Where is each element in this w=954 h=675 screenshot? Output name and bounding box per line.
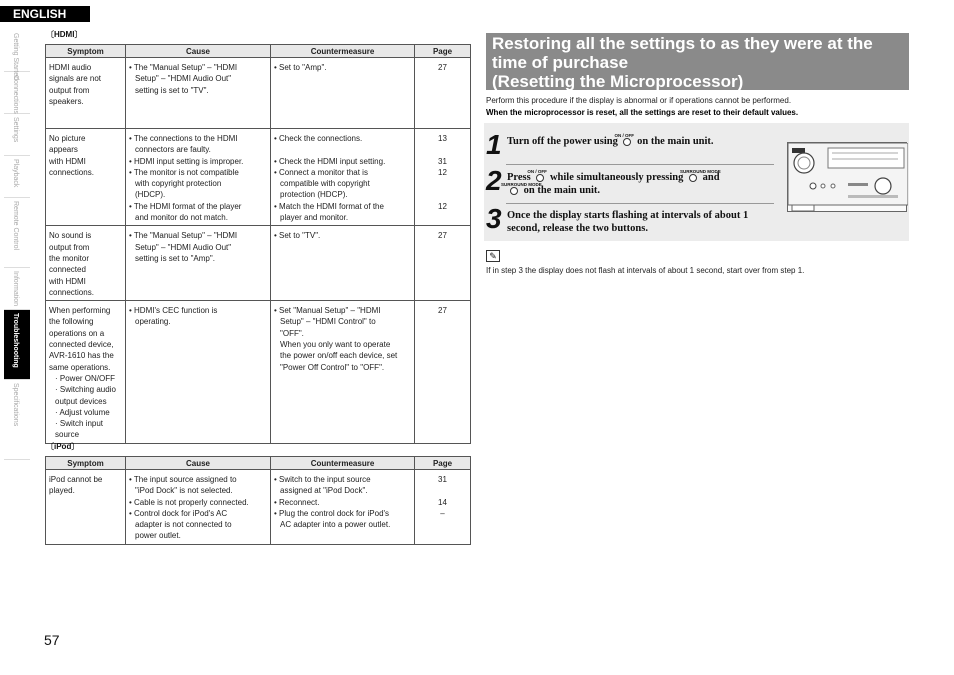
hdmi-trouble-table (45, 44, 471, 444)
side-nav-label: Information (12, 271, 19, 307)
cause-line: • Control dock for iPod's AC (129, 508, 228, 518)
table-row (46, 58, 471, 129)
symptom-line: operations on a (49, 328, 105, 338)
countermeasure-line: • Connect a monitor that is (274, 167, 368, 177)
symptom-line: · Power ON/OFF (55, 373, 116, 383)
symptom-line: source (55, 430, 80, 440)
symptom-line: with HDMI (49, 276, 86, 286)
step-text-part: Turn off the power using (507, 136, 618, 147)
cause-cell (126, 129, 271, 226)
table-header-row (46, 457, 471, 470)
cause-line: (HDCP). (135, 190, 166, 200)
symptom-line: connected device, (49, 340, 114, 350)
icon-caption: SURROUND MODE (501, 181, 542, 187)
cause-line: setting is set to "TV". (135, 85, 209, 95)
cause-line: • The "Manual Setup" – "HDMI (129, 231, 238, 241)
column-header: Symptom (46, 457, 126, 470)
side-nav-playback[interactable] (4, 156, 30, 198)
symptom-line: connections. (49, 167, 94, 177)
page-cell (415, 58, 471, 129)
cause-line: with copyright protection (135, 179, 222, 189)
countermeasure-cell (271, 301, 415, 444)
page-cell (415, 129, 471, 226)
cause-line: • The "Manual Setup" – "HDMI (129, 63, 238, 72)
page-line: 12 (438, 167, 447, 177)
side-nav-information[interactable] (4, 268, 30, 310)
page-line: 14 (438, 497, 447, 507)
step-2 (484, 165, 776, 203)
page-line (418, 178, 467, 189)
countermeasure-line: AC adapter into a power outlet. (280, 520, 391, 530)
countermeasure-line: player and monitor. (280, 213, 349, 223)
table-row (46, 226, 471, 301)
symptom-line: output devices (55, 396, 107, 406)
symptom-line: · Switch input (55, 419, 104, 429)
countermeasure-cell (271, 58, 415, 129)
countermeasure-line: compatible with copyright (280, 179, 370, 189)
symptom-line: output from (49, 85, 90, 95)
icon-caption: ON / OFF (527, 168, 547, 174)
cause-line: operating. (135, 317, 171, 327)
countermeasure-line: • Match the HDMI format of the (274, 201, 384, 211)
step-number: 1 (486, 129, 502, 160)
symptom-line: played. (49, 486, 75, 496)
page-line: 31 (438, 156, 447, 166)
cause-line: • HDMI input setting is improper. (129, 156, 244, 166)
side-nav-connections[interactable] (4, 72, 30, 114)
side-nav-troubleshooting[interactable] (4, 310, 30, 380)
cause-line: connectors are faulty. (135, 145, 211, 155)
symptom-line: AVR-1610 has the (49, 351, 114, 361)
symptom-line: iPod cannot be (49, 475, 103, 484)
symptom-line: output from (49, 242, 90, 252)
title-line: time of purchase (492, 53, 629, 72)
page-line (418, 189, 467, 200)
symptom-cell (46, 226, 126, 301)
power-button-icon (614, 132, 634, 147)
side-nav-label: Getting Started (12, 33, 19, 81)
step-divider (506, 203, 774, 204)
receiver-illustration-svg (788, 143, 908, 213)
countermeasure-line: • Check the HDMI input setting. (274, 156, 386, 166)
symptom-line: HDMI audio (49, 63, 92, 72)
page-line: 13 (438, 134, 447, 143)
column-header: Symptom (46, 45, 126, 58)
step-1 (484, 129, 776, 163)
table-header-row (46, 45, 471, 58)
step-text-line: Once the display starts flashing at intervals of about 1 (507, 210, 749, 221)
countermeasure-line: • Switch to the input source (274, 475, 371, 484)
icon-caption: ON / OFF (614, 132, 634, 138)
intro-text: Perform this procedure if the display is abnormal or if operations cannot be performed. (486, 96, 792, 105)
symptom-cell (46, 301, 126, 444)
countermeasure-cell (271, 470, 415, 545)
symptom-line: signals are not (49, 74, 102, 84)
cause-line: Setup" – "HDMI Audio Out" (135, 74, 232, 84)
symptom-line: speakers. (49, 96, 84, 106)
symptom-line: with HDMI (49, 156, 86, 166)
symptom-line: · Adjust volume (55, 407, 110, 417)
page-line (418, 212, 467, 223)
step-3 (484, 203, 776, 237)
symptom-line: the following (49, 317, 94, 327)
cause-cell (126, 470, 271, 545)
step-text-part: and (702, 172, 720, 183)
table-row (46, 301, 471, 444)
page-line: 27 (438, 63, 447, 72)
step-text (507, 209, 748, 235)
symptom-line: When performing (49, 306, 111, 316)
cause-line: • HDMI's CEC function is (129, 306, 218, 316)
cause-cell (126, 58, 271, 129)
side-nav-label: Troubleshooting (12, 313, 19, 368)
cause-cell (126, 301, 271, 444)
countermeasure-line: the power on/off each device, set (280, 351, 398, 361)
page-line: – (440, 508, 445, 518)
ipod-section-label: 〔iPod〕 (46, 442, 80, 451)
side-nav-label: Remote Control (12, 201, 19, 251)
icon-caption: SURROUND MODE (680, 168, 721, 174)
countermeasure-line: • Check the connections. (274, 134, 363, 143)
ipod-trouble-table (45, 456, 471, 545)
column-header: Cause (126, 457, 271, 470)
side-nav-label: Connections (12, 75, 19, 114)
symptom-cell (46, 470, 126, 545)
receiver-front-panel-illustration (787, 142, 907, 212)
reset-section-title (486, 33, 909, 90)
page-cell (415, 470, 471, 545)
countermeasure-line: When you only want to operate (280, 340, 391, 350)
cause-line: • The monitor is not compatible (129, 167, 239, 177)
side-nav-label: Settings (12, 117, 19, 143)
symptom-line: connected (49, 265, 86, 275)
step-text (507, 132, 714, 148)
countermeasure-cell (271, 226, 415, 301)
cause-line: and monitor do not match. (135, 213, 228, 223)
countermeasure-line: • Plug the control dock for iPod's (274, 508, 390, 518)
symptom-line: appears (49, 145, 78, 155)
page-line: 27 (438, 231, 447, 241)
step-text-part: Press (507, 172, 531, 183)
language-tab: ENGLISH (0, 6, 90, 22)
side-nav-remote-control[interactable] (4, 198, 30, 268)
column-header: Countermeasure (271, 45, 415, 58)
cause-line: adapter is not connected to (135, 520, 232, 530)
step-text-line: second, release the two buttons. (507, 223, 648, 234)
page-cell (415, 301, 471, 444)
side-nav-specifications[interactable] (4, 380, 30, 460)
page-line: 27 (438, 306, 447, 316)
symptom-line: the monitor (49, 253, 90, 263)
symptom-cell (46, 58, 126, 129)
page-line (418, 144, 467, 155)
cause-line: • The input source assigned to (129, 475, 237, 484)
page-line: 31 (438, 475, 447, 484)
page-number: 57 (44, 632, 60, 648)
countermeasure-line: Setup" – "HDMI Control" to (280, 317, 376, 327)
step-number: 2 (486, 165, 502, 196)
page-line: 12 (438, 201, 447, 211)
intro-warning: When the microprocessor is reset, all the settings are reset to their default values. (486, 108, 799, 117)
countermeasure-cell (271, 129, 415, 226)
countermeasure-line (274, 144, 411, 155)
countermeasure-line: • Set to "Amp". (274, 63, 327, 72)
cause-line: • The connections to the HDMI (129, 134, 238, 143)
countermeasure-line: • Reconnect. (274, 497, 320, 507)
column-header: Countermeasure (271, 457, 415, 470)
side-nav-getting-started[interactable] (4, 30, 30, 81)
step-text-part: on the main unit. (523, 185, 601, 196)
countermeasure-line: • Set "Manual Setup" – "HDMI (274, 306, 381, 316)
countermeasure-line: "Power Off Control" to "OFF". (280, 362, 385, 372)
cause-line: Setup" – "HDMI Audio Out" (135, 242, 232, 252)
cause-line: setting is set to "Amp". (135, 253, 215, 263)
column-header: Page (415, 457, 471, 470)
symptom-line: connections. (49, 287, 94, 297)
cause-line: • The HDMI format of the player (129, 201, 242, 211)
cause-cell (126, 226, 271, 301)
step-text-part: while simultaneously pressing (549, 172, 684, 183)
countermeasure-line: • Set to "TV". (274, 231, 321, 241)
side-nav-label: Specifications (12, 383, 19, 427)
page-cell (415, 226, 471, 301)
symptom-line: No sound is (49, 231, 92, 241)
countermeasure-line: assigned at "iPod Dock". (280, 486, 368, 496)
reset-note: If in step 3 the display does not flash at intervals of about 1 second, start over from step 1. (486, 266, 805, 275)
cause-line: • Cable is not properly connected. (129, 497, 249, 507)
section-side-nav (4, 30, 30, 460)
symptom-line: · Switching audio (55, 385, 116, 395)
column-header: Page (415, 45, 471, 58)
reset-intro (486, 95, 798, 119)
symptom-cell (46, 129, 126, 226)
surround-mode-button-icon (501, 181, 542, 196)
step-number: 3 (486, 203, 502, 234)
step-text-part: on the main unit. (637, 136, 714, 147)
symptom-line: No picture (49, 134, 86, 143)
symptom-line: same operations. (49, 362, 111, 372)
note-pencil-icon: ✎ (486, 250, 500, 262)
hdmi-section-label: 〔HDMI〕 (46, 30, 83, 39)
side-nav-settings[interactable] (4, 114, 30, 156)
title-line: (Resetting the Microprocessor) (492, 72, 744, 91)
title-line: Restoring all the settings to as they were at the (492, 34, 873, 53)
table-row (46, 470, 471, 545)
cause-line: power outlet. (135, 531, 181, 541)
countermeasure-line: protection (HDCP). (280, 190, 348, 200)
step-text (501, 168, 721, 197)
column-header: Cause (126, 45, 271, 58)
table-row (46, 129, 471, 226)
side-nav-label: Playback (12, 159, 19, 188)
page-line (418, 485, 467, 496)
countermeasure-line: "OFF". (280, 328, 304, 338)
cause-line: "iPod Dock" is not selected. (135, 486, 233, 496)
